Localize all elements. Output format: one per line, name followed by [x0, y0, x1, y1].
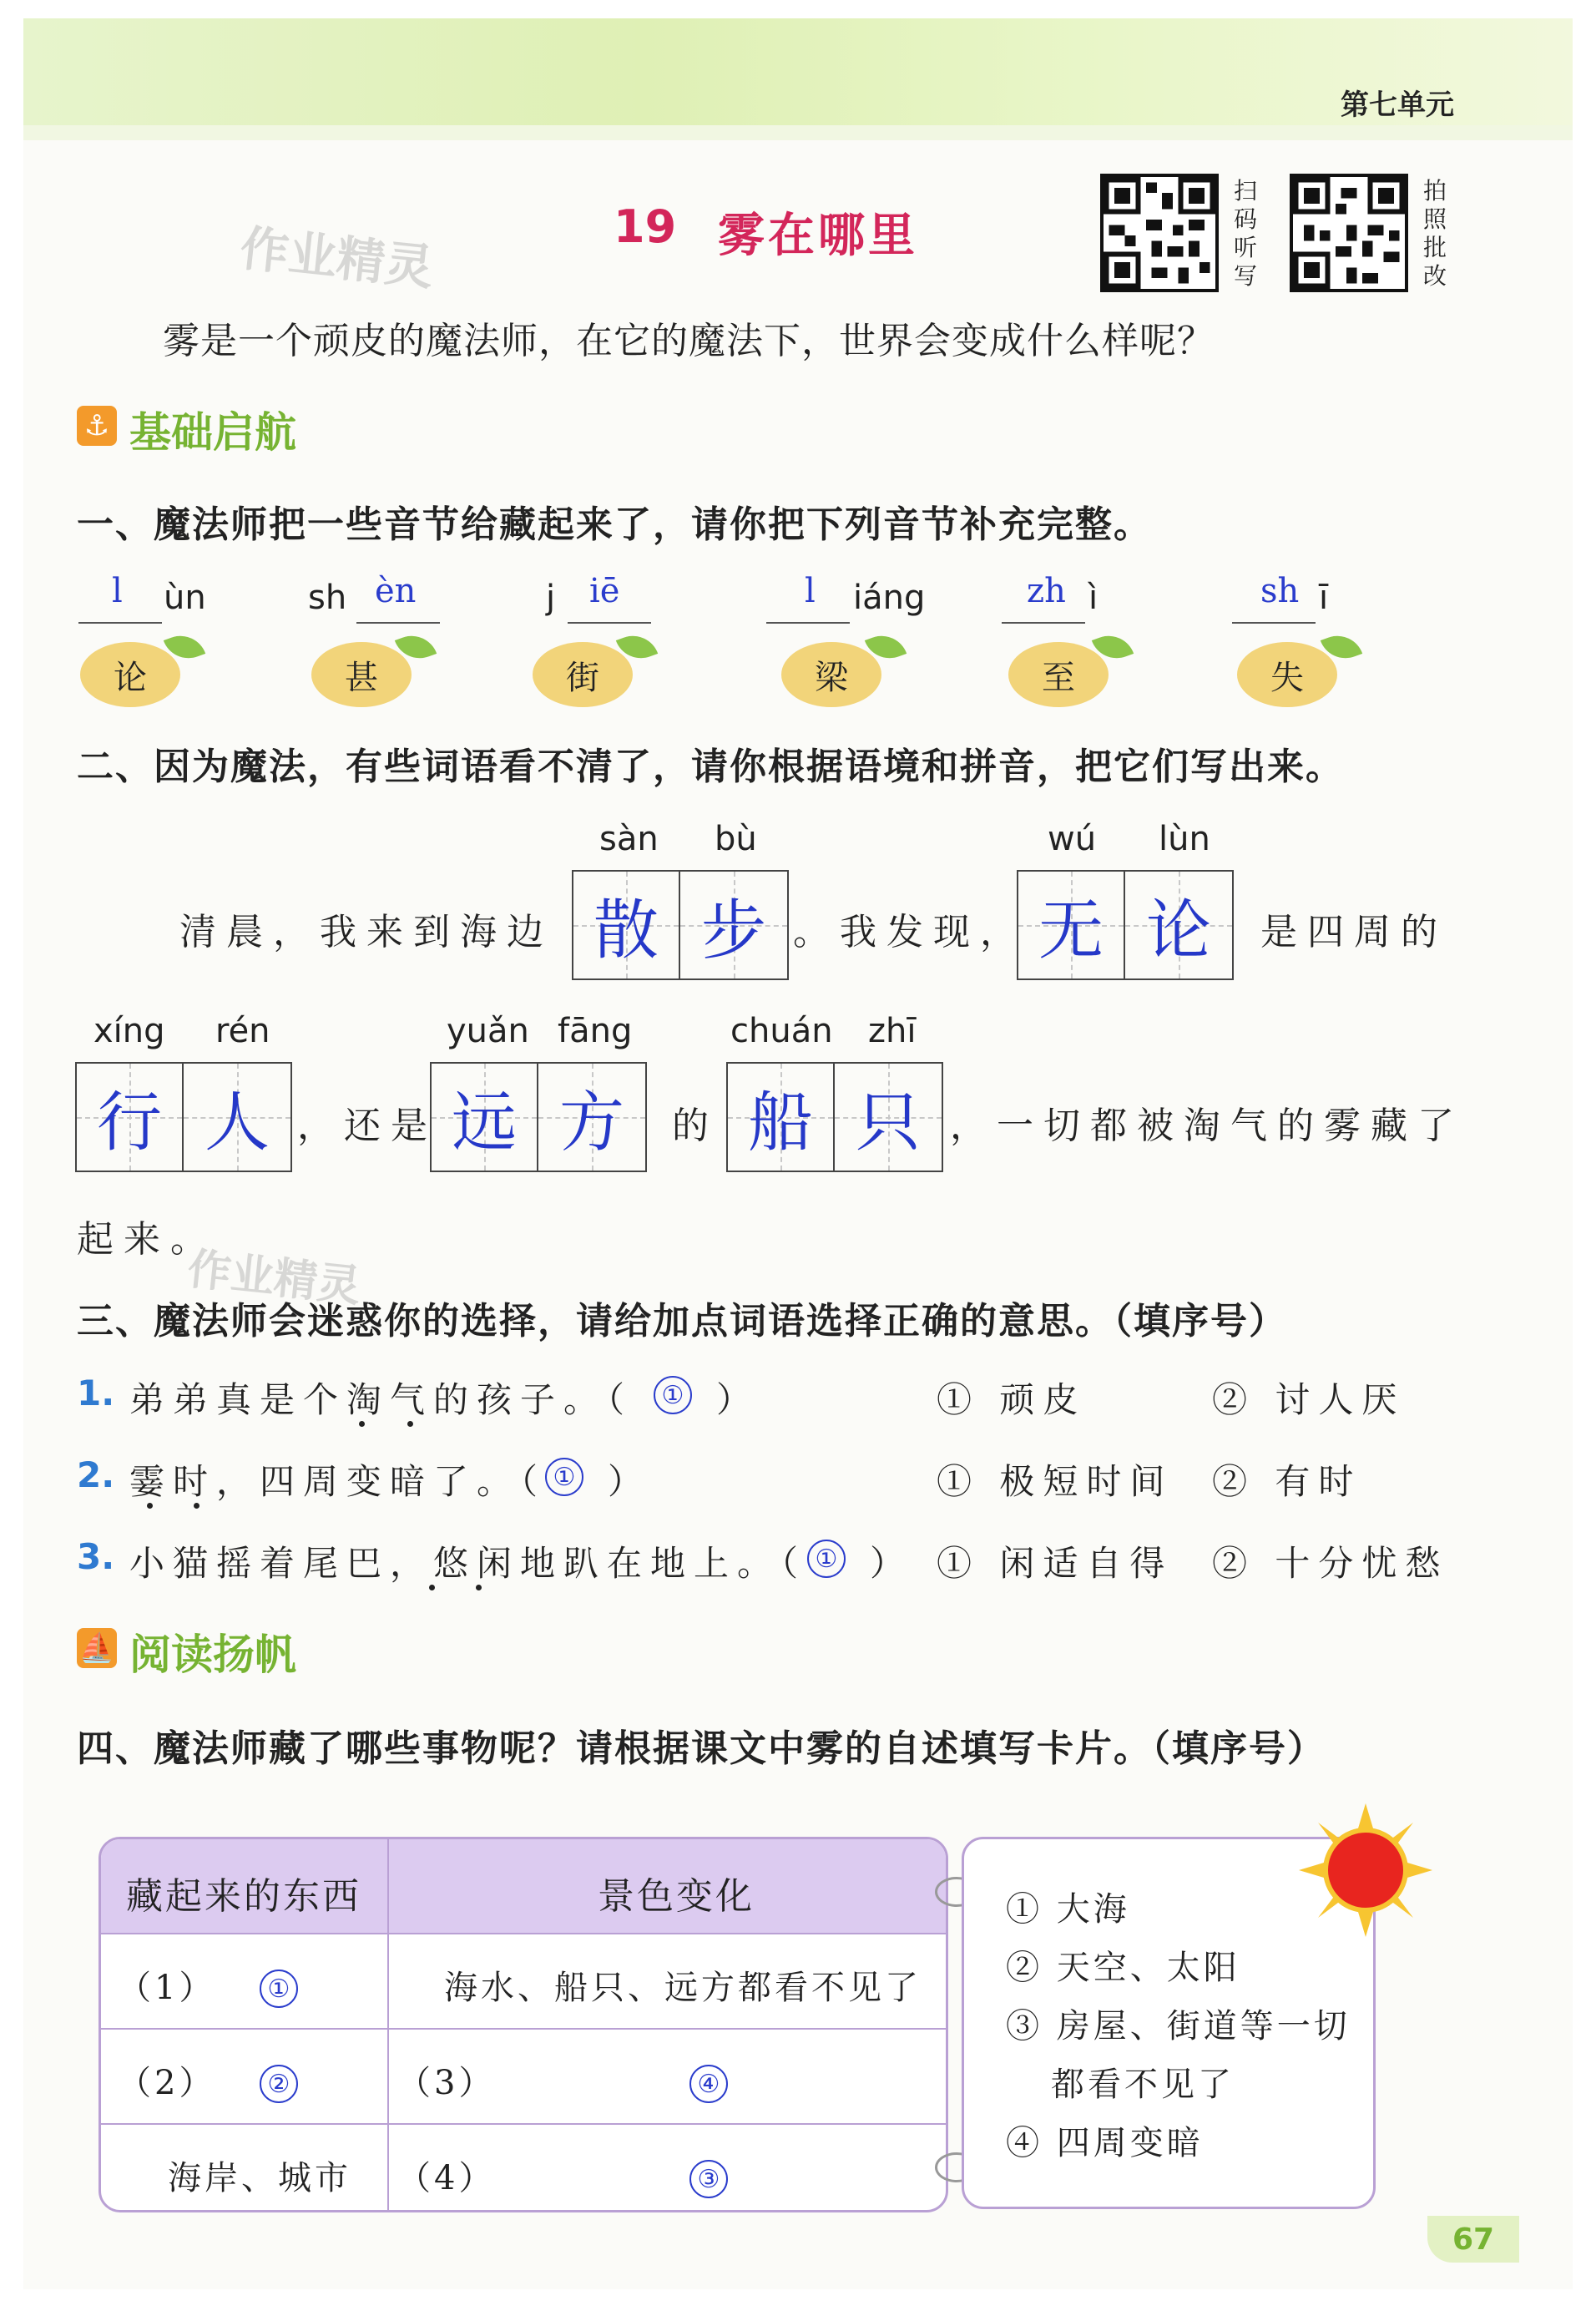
sentence-text: 的 — [672, 1105, 719, 1147]
row-label: （3） — [397, 2064, 496, 2102]
qr-caption: 扫 码 听 写 — [1234, 177, 1258, 290]
answer-mark: ② — [260, 2065, 298, 2103]
pinyin-item: sh èn 甚 — [305, 572, 463, 714]
pinyin-item: l ùn 论 — [73, 572, 232, 714]
qr-code-icon[interactable] — [1290, 174, 1408, 292]
cell-text: 海岸、城市 — [168, 2159, 351, 2197]
item-number: 3. — [77, 1536, 115, 1577]
pinyin-item: sh ī 失 — [1232, 572, 1391, 714]
writing-grid: 散 步 — [572, 870, 789, 980]
pinyin-label: bù — [715, 820, 757, 858]
page-number: 67 — [1427, 2216, 1519, 2263]
table-row — [101, 2125, 946, 2212]
emphasis-dot — [359, 1421, 365, 1427]
writing-grid: 远 方 — [430, 1062, 647, 1172]
option-item: ② 天空、太阳 — [1006, 1949, 1240, 1987]
qr-caption: 拍 照 批 改 — [1423, 177, 1447, 290]
answer-mark: ① — [545, 1458, 583, 1496]
watermark: 作业精灵 — [184, 1244, 364, 1312]
emphasis-dot — [476, 1585, 482, 1590]
writing-grid: 行 人 — [75, 1062, 292, 1172]
item-sentence: 小猫摇着尾巴，悠闲地趴在地上。（ — [129, 1543, 807, 1584]
emphasis-dot — [407, 1421, 413, 1427]
pinyin-label: wú — [1048, 820, 1097, 858]
column-header: 藏起来的东西 — [126, 1875, 361, 1918]
pinyin-label: sàn — [599, 820, 659, 858]
item-paren: ） — [608, 1461, 652, 1502]
qr-code-icon[interactable] — [1100, 174, 1219, 292]
row-label: （4） — [397, 2159, 496, 2197]
answer-mark: ① — [260, 1970, 298, 2008]
item-sentence: 霎时，四周变暗了。（ — [129, 1461, 547, 1502]
section-heading: 基础启航 — [129, 408, 296, 457]
item-number: 2. — [77, 1454, 115, 1495]
pinyin-item: j iē 街 — [534, 572, 693, 714]
watermark: 作业精灵 — [237, 220, 437, 296]
option-1: ① 极短时间 — [937, 1461, 1174, 1502]
option-1: ① 闲适自得 — [937, 1543, 1174, 1584]
pinyin-item: l iáng 梁 — [766, 572, 925, 714]
question-1-prompt: 一、魔法师把一些音节给藏起来了，请你把下列音节补充完整。 — [77, 503, 1152, 546]
sentence-text: ，还是 — [297, 1105, 437, 1147]
question-4-prompt: 四、魔法师藏了哪些事物呢？请根据课文中雾的自述填写卡片。（填序号） — [77, 1727, 1326, 1770]
sentence-text: 。我发现， — [793, 911, 1027, 953]
writing-grid: 无 论 — [1017, 870, 1234, 980]
column-header: 景色变化 — [598, 1875, 755, 1918]
pinyin-label: fāng — [558, 1012, 633, 1050]
pinyin-item: zh ì 至 — [1002, 572, 1160, 714]
cell-text: 海水、船只、远方都看不见了 — [444, 1969, 922, 2007]
answer-mark: ③ — [689, 2160, 728, 2198]
sentence-text: 是四周的 — [1260, 911, 1447, 953]
question-3-prompt: 三、魔法师会迷惑你的选择，请给加点词语选择正确的意思。（填序号） — [77, 1300, 1287, 1343]
section-heading: 阅读扬帆 — [129, 1631, 296, 1679]
top-banner-edge — [23, 125, 1573, 140]
fill-in-card — [98, 1837, 948, 2212]
option-2: ② 十分忧愁 — [1212, 1543, 1449, 1584]
answer-mark: ④ — [689, 2065, 728, 2103]
sailboat-icon: ⛵ — [77, 1628, 117, 1668]
lesson-title: 雾在哪里 — [718, 209, 918, 263]
row-label: （1） — [118, 1969, 216, 2007]
sentence-text: 起来。 — [77, 1218, 217, 1261]
item-paren: ） — [870, 1543, 914, 1584]
option-item: ③ 房屋、街道等一切 — [1006, 2007, 1351, 2045]
anchor-icon: ⚓ — [77, 406, 117, 446]
pinyin-label: chuán — [730, 1012, 833, 1050]
pinyin-label: xíng — [93, 1012, 165, 1050]
option-item: ① 大海 — [1006, 1890, 1130, 1929]
table-row — [101, 2030, 946, 2125]
option-2: ② 有时 — [1212, 1461, 1362, 1502]
answer-mark: ① — [807, 1540, 846, 1578]
card-header — [101, 1839, 946, 1934]
pinyin-label: yuǎn — [447, 1012, 529, 1050]
sentence-text: 清晨，我来到海边 — [179, 911, 553, 953]
unit-label: 第七单元 — [1341, 88, 1454, 122]
sun-icon — [1299, 1803, 1432, 1937]
pinyin-label: lùn — [1159, 820, 1210, 858]
option-item: 都看不见了 — [1051, 2066, 1235, 2104]
intro-text: 雾是一个顽皮的魔法师，在它的魔法下，世界会变成什么样呢？ — [163, 320, 1215, 362]
emphasis-dot — [194, 1503, 200, 1509]
option-item: ④ 四周变暗 — [1006, 2124, 1204, 2162]
item-paren: ） — [716, 1379, 760, 1420]
answer-mark: ① — [654, 1376, 692, 1414]
item-number: 1. — [77, 1373, 115, 1413]
emphasis-dot — [429, 1585, 435, 1590]
pinyin-label: rén — [215, 1012, 270, 1050]
sentence-text: ，一切都被淘气的雾藏了 — [950, 1105, 1464, 1147]
table-row — [101, 1934, 946, 2030]
item-sentence: 弟弟真是个淘气的孩子。（ — [129, 1379, 634, 1420]
option-1: ① 顽皮 — [937, 1379, 1087, 1420]
question-2-prompt: 二、因为魔法，有些词语看不清了，请你根据语境和拼音，把它们写出来。 — [77, 746, 1344, 788]
lesson-number: 19 — [614, 200, 677, 253]
emphasis-dot — [147, 1503, 153, 1509]
row-label: （2） — [118, 2064, 216, 2102]
writing-grid: 船 只 — [726, 1062, 943, 1172]
option-2: ② 讨人厌 — [1212, 1379, 1406, 1420]
pinyin-label: zhī — [868, 1012, 917, 1050]
